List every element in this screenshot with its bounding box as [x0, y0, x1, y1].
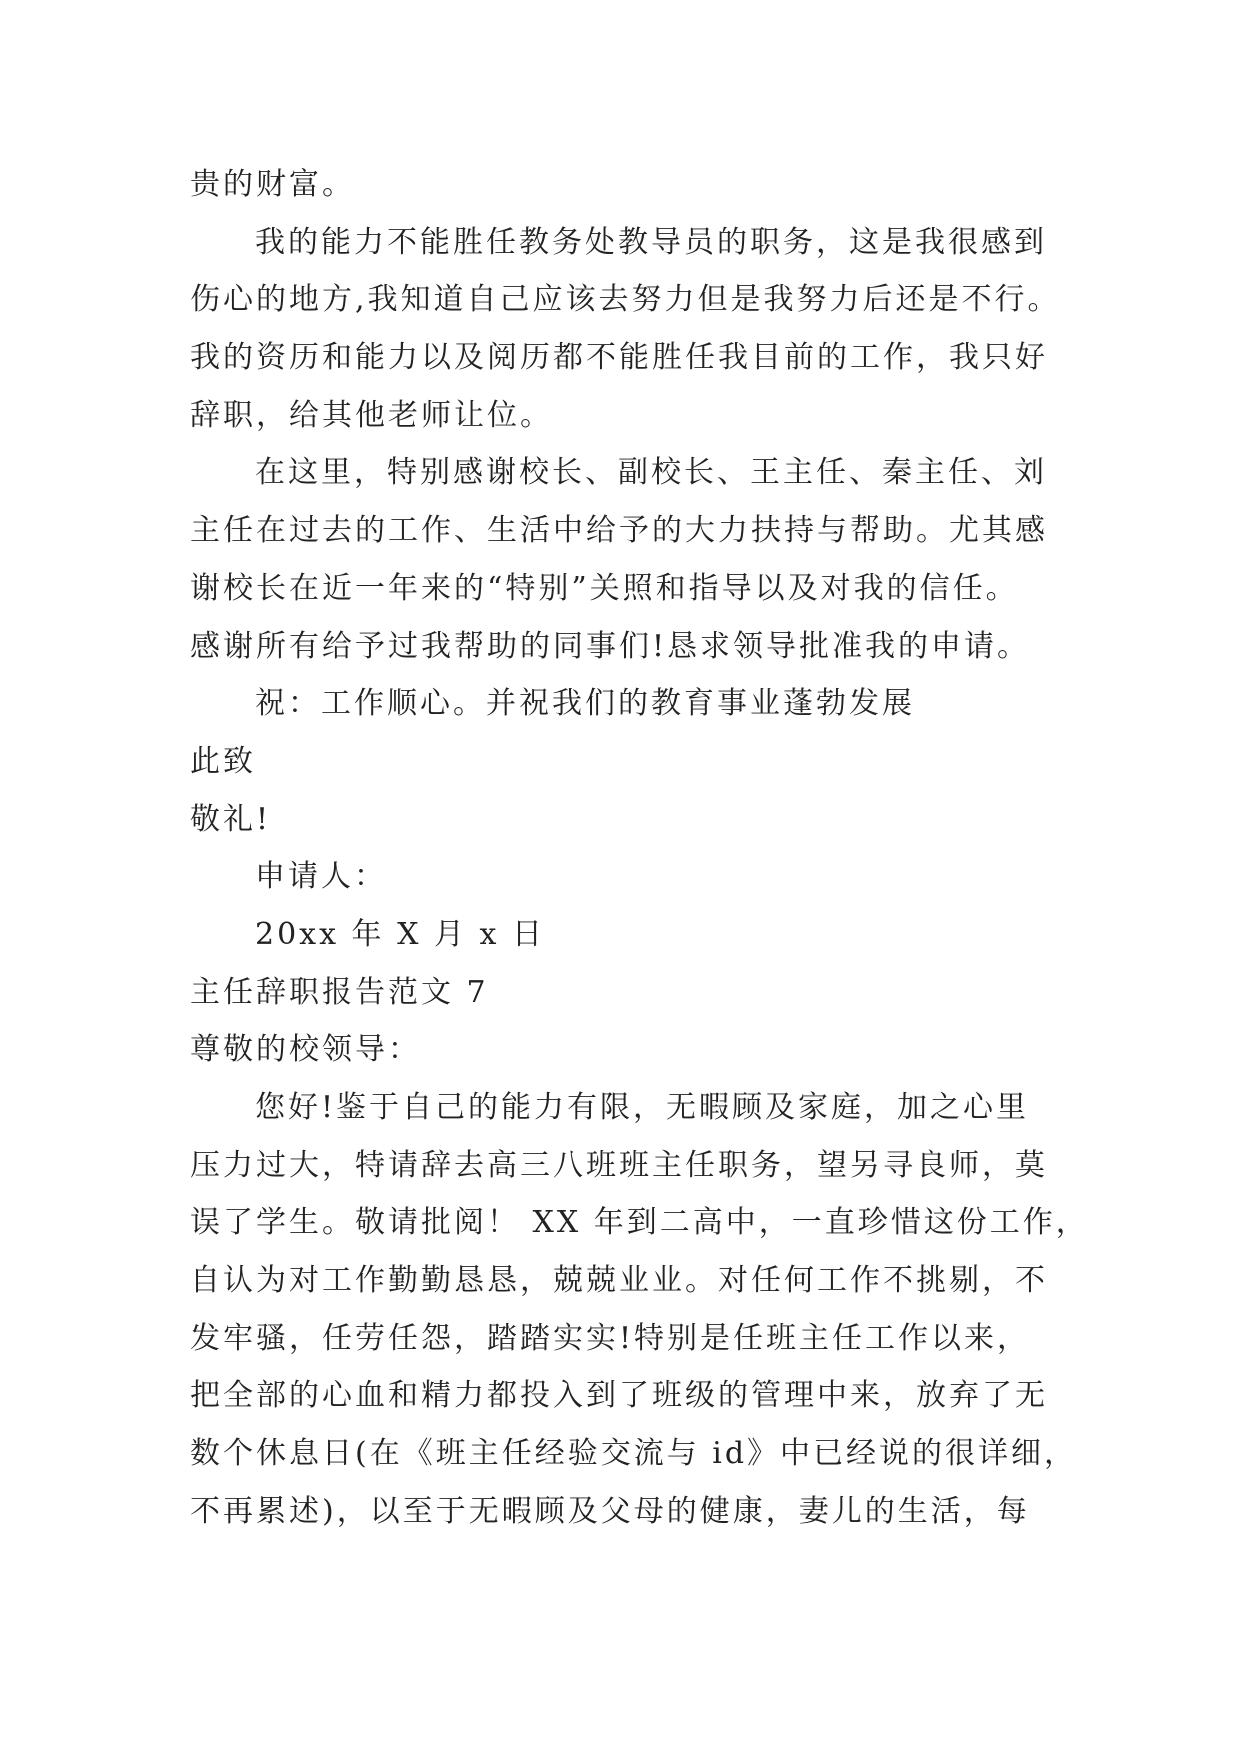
- body-line: 贵的财富。: [190, 167, 355, 202]
- body-line: 误了学生。敬请批阅！ XX 年到二高中，一直珍惜这份工作，: [190, 1205, 1089, 1241]
- body-line: 把全部的心血和精力都投入到了班级的管理中来，放弃了无: [190, 1378, 1048, 1414]
- body-line: 谢校长在近一年来的“特别”关照和指导以及对我的信任。: [190, 570, 1019, 606]
- body-line: 压力过大，特请辞去高三八班班主任职务，望另寻良师，莫: [190, 1147, 1048, 1183]
- body-line: 主任在过去的工作、生活中给予的大力扶持与帮助。尤其感: [190, 513, 1048, 549]
- closing-line: 敬礼!: [190, 801, 272, 837]
- body-line: 辞职，给其他老师让位。: [190, 397, 553, 433]
- body-line: 自认为对工作勤勤恳恳，兢兢业业。对任何工作不挑剔，不: [190, 1263, 1048, 1299]
- signature-label: 申请人：: [255, 859, 387, 895]
- body-line: 我的资历和能力以及阅历都不能胜任我目前的工作，我只好: [190, 340, 1048, 376]
- salutation: 尊敬的校领导：: [190, 1032, 421, 1068]
- body-line: 我的能力不能胜任教务处教导员的职务，这是我很感到: [255, 224, 1047, 260]
- closing-line: 此致: [190, 743, 256, 779]
- body-line: 您好!鉴于自己的能力有限，无暇顾及家庭，加之心里: [255, 1090, 1030, 1125]
- wishes-line: 祝：工作顺心。并祝我们的教育事业蓬勃发展: [255, 686, 915, 722]
- body-line: 伤心的地方,我知道自己应该去努力但是我努力后还是不行。: [190, 282, 1061, 318]
- body-line: 在这里，特别感谢校长、副校长、王主任、秦主任、刘: [255, 455, 1047, 491]
- body-line: 发牢骚，任劳任怨，踏踏实实!特别是任班主任工作以来，: [190, 1320, 1031, 1356]
- body-line: 感谢所有给予过我帮助的同事们!恳求领导批准我的申请。: [190, 628, 1031, 664]
- document-text: [190, 156, 1190, 1541]
- letter-date: 20xx 年 X 月 x 日: [255, 916, 545, 952]
- body-line: 不再累述)，以至于无暇顾及父母的健康，妻儿的生活，每: [190, 1493, 1030, 1529]
- body-line: 数个休息日(在《班主任经验交流与 id》中已经说的很详细，: [190, 1436, 1078, 1472]
- section-title: 主任辞职报告范文 7: [190, 974, 489, 1010]
